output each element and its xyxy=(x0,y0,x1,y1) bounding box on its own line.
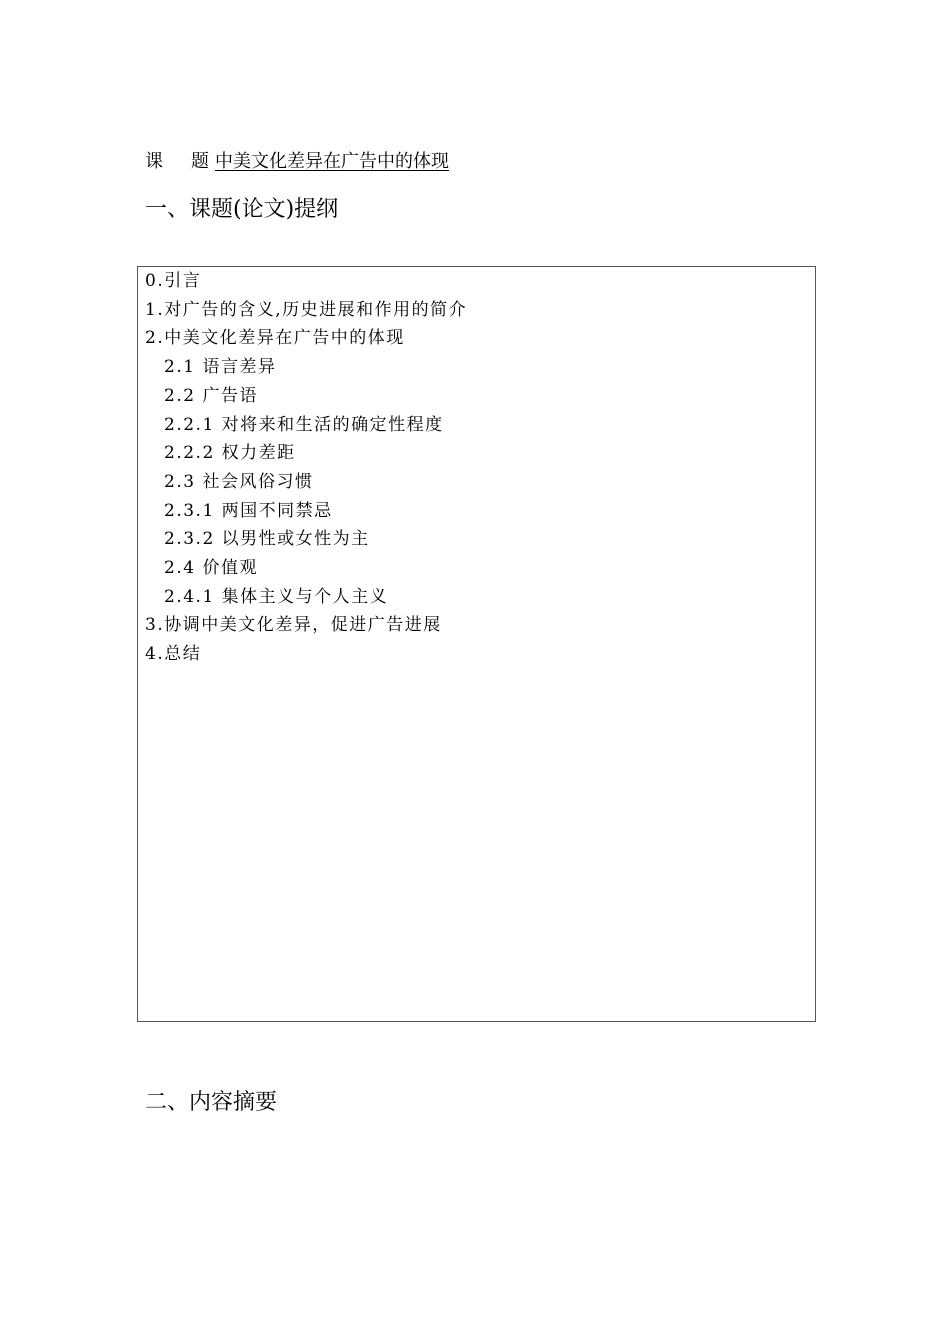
outline-item: 2.2.1 对将来和生活的确定性程度 xyxy=(164,414,444,435)
outline-item: 3.协调中美文化差异，促进广告进展 xyxy=(145,615,442,636)
outline-item: 2.中美文化差异在广告中的体现 xyxy=(145,328,405,349)
outline-item: 2.2.2 权力差距 xyxy=(164,443,296,464)
outline-item: 2.4.1 集体主义与个人主义 xyxy=(164,586,389,607)
outline-heading: 一、课题(论文)提纲 xyxy=(145,197,339,222)
topic-label xyxy=(145,150,215,174)
outline-box xyxy=(137,266,816,1022)
outline-item: 2.3 社会风俗习惯 xyxy=(164,471,314,492)
outline-item: 2.3.2 以男性或女性为主 xyxy=(164,529,370,550)
topic-label-first: 课 xyxy=(145,151,163,172)
outline-item: 4.总结 xyxy=(145,644,202,665)
outline-item: 2.1 语言差异 xyxy=(164,357,277,378)
outline-item: 0.引言 xyxy=(145,271,202,291)
outline-list xyxy=(145,267,467,669)
outline-item: 1.对广告的含义,历史进展和作用的简介 xyxy=(145,299,468,320)
outline-item: 2.3.1 两国不同禁忌 xyxy=(164,500,333,521)
outline-item: 2.4 价值观 xyxy=(164,558,258,579)
topic-value: 中美文化差异在广告中的体现 xyxy=(215,151,449,172)
outline-item: 2.2 广告语 xyxy=(164,385,258,406)
topic-label-second: 题 xyxy=(191,151,209,172)
abstract-heading: 二、内容摘要 xyxy=(145,1090,278,1115)
topic-line xyxy=(145,150,465,174)
